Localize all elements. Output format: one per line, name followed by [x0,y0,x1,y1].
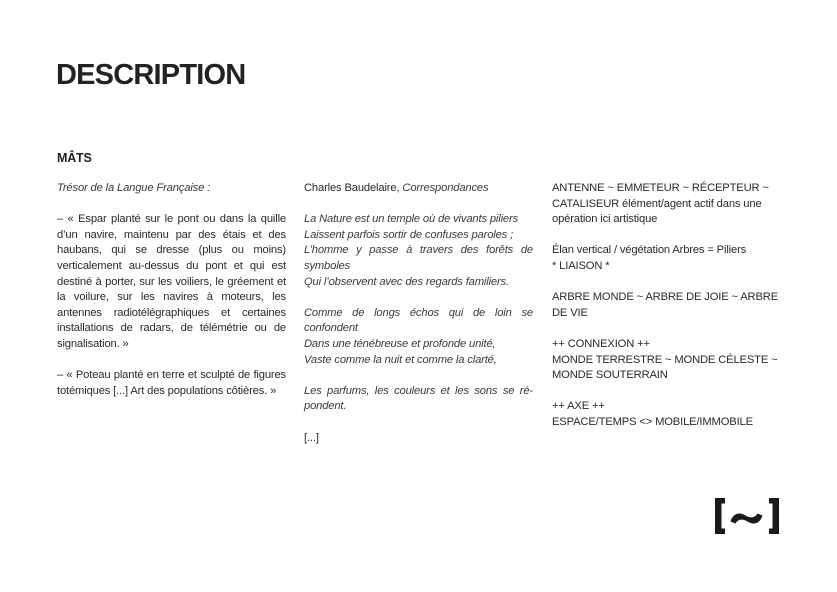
poem-stanza-1 [304,212,533,290]
poem-line: Qui l’observent avec des regards familiers. [304,275,509,288]
poem-stanza-2 [304,306,533,368]
poem-ellipsis: [...] [304,431,319,444]
poem-column [304,181,533,446]
poem-line: L’homme y passe à travers des forêts de symboles [304,244,533,272]
keyword-block-2 [552,243,784,274]
poem-author: Charles Baudelaire, [304,182,400,194]
poem-line: Vaste comme la nuit et comme la clarté, [304,353,497,366]
keyword-block-5 [552,399,784,430]
logo-right-bracket [769,498,779,534]
poem-title: Correspondances [402,182,489,194]
keyword-line: * LIAISON * [552,259,610,272]
keyword-block-4 [552,337,784,384]
definition-column [57,181,286,399]
keyword-line: ++ CONNEXION ++ [552,337,650,350]
poem-line: Laissent parfois sortir de confuses paroles ; [304,228,514,241]
keyword-line: ESPACE/TEMPS <> MOBILE/IMMOBILE [552,415,753,428]
source-reference: Trésor de la Langue Française : [57,182,211,194]
poem-line: Comme de longs échos qui de loin se confondent [304,306,533,335]
keyword-line: ++ AXE ++ [552,400,605,413]
bracket-tilde-logo [712,494,782,538]
section-heading: MÂTS [57,151,92,165]
definition-paragraph-1: – « Espar planté sur le pont ou dans la quille d’un navire, maintenu par des étais et des haubans, qui se dresse (plus ou moins) verticalement au-dessus du pont et qui est destiné à porter, sur les voiliers, le gréement et la voilure, sur les navires à moteurs, les antennes radiotélégraphiques et certaines installations de radars, de télémétrie ou de signalisation. » [57,213,286,350]
poem-stanza-3: Les parfums, les couleurs et les sons se ré-pondent. [304,384,533,413]
keyword-line: MONDE TERRESTRE ~ MONDE CÉLESTE ~ MONDE SOUTERRAIN [552,353,778,382]
keyword-line: Élan vertical / végétation Arbres = Piliers [552,244,747,257]
poem-attribution [304,181,533,197]
keyword-block-1: ANTENNE ~ EMMETEUR ~ RÉCEPTEUR ~ CATALISEUR élément/agent actif dans une opération ici artistique [552,182,769,226]
logo-tilde [731,514,763,524]
poem-line: La Nature est un temple où de vivants piliers [304,213,519,226]
keywords-column [552,181,784,431]
page-title: DESCRIPTION [56,59,246,91]
logo-left-bracket [715,498,725,534]
keyword-block-3: ARBRE MONDE ~ ARBRE DE JOIE ~ ARBRE DE VIE [552,291,779,319]
definition-paragraph-2: – « Poteau planté en terre et sculpté de figures totémiques [...] Art des populations côtières. » [57,369,286,397]
poem-line: Dans une ténébreuse et profonde unité, [304,337,496,350]
